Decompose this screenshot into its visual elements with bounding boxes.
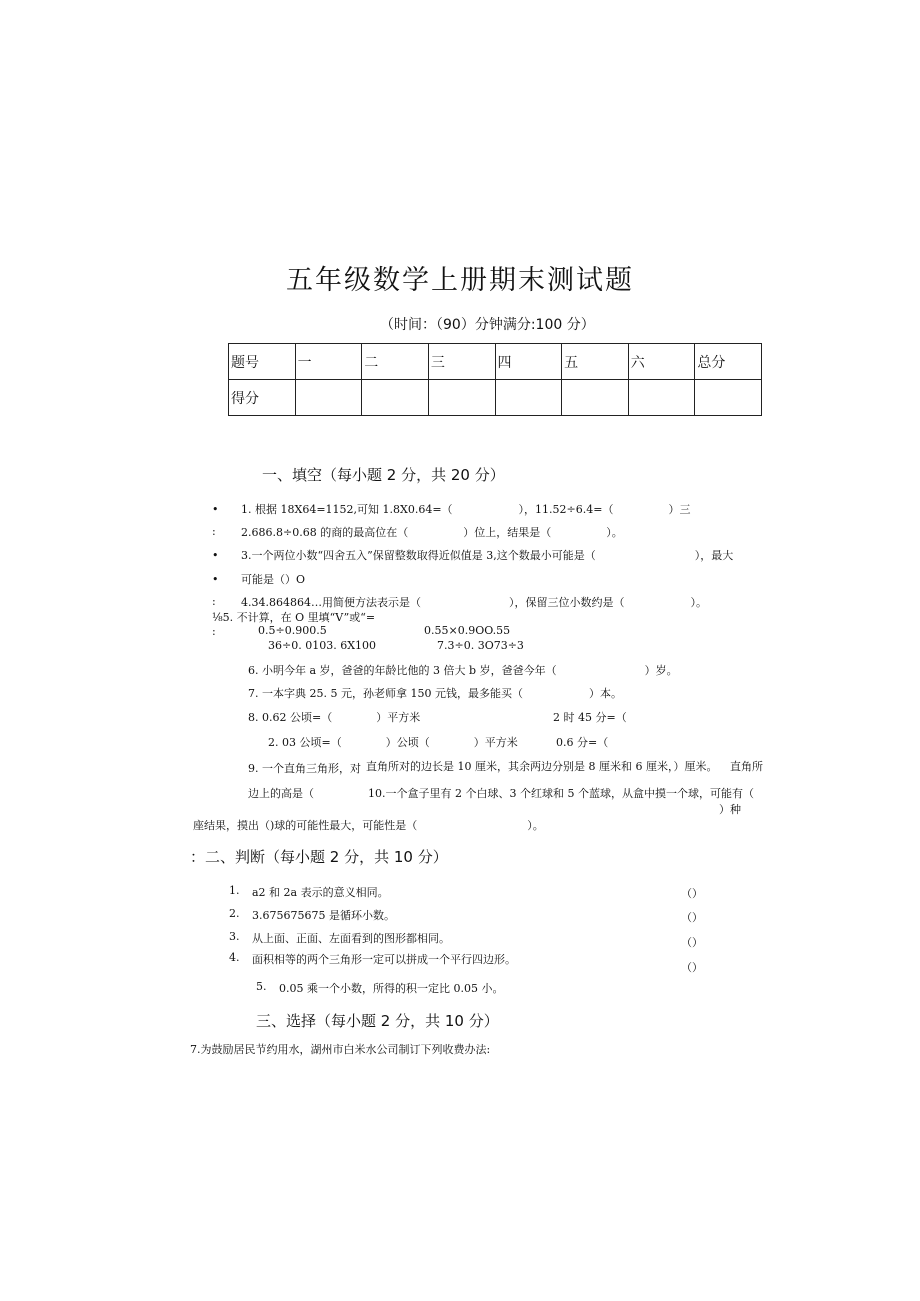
- score-table-header-row: [229, 344, 762, 380]
- row-label: 得分: [229, 380, 296, 416]
- score-table-score-row: [229, 380, 762, 416]
- judge-item-number: 4.: [229, 951, 240, 964]
- question-1: 1. 根据 18X64=1152,可知 1.8X0.64=（ ），11.52÷6.4=（ ）三: [241, 503, 691, 516]
- score-cell: [428, 380, 495, 416]
- score-cell: [295, 380, 362, 416]
- exam-subtitle: （时间：（90）分钟满分:100 分）: [380, 317, 595, 333]
- judge-item-text: 面积相等的两个三角形一定可以拼成一个平行四边形。: [252, 953, 516, 966]
- score-cell: [695, 380, 762, 416]
- judge-item-text: 0.05 乘一个小数，所得的积一定比 0.05 小。: [279, 982, 504, 995]
- header-cell: 总分: [695, 344, 762, 380]
- question-9-part-3: 直角所: [730, 760, 763, 773]
- margin-bullet: •: [212, 549, 219, 562]
- question-9-part-2: 直角所对的边长是 10 厘米，其余两边分别是 8 厘米和 6 厘米，）厘米。: [366, 760, 718, 773]
- score-table: [228, 343, 762, 416]
- question-10-line-3: 座结果，摸出（)球的可能性最大，可能性是（ ）。: [193, 819, 544, 832]
- header-cell: 三: [428, 344, 495, 380]
- header-cell: 六: [628, 344, 695, 380]
- judge-item-number: 2.: [229, 907, 240, 920]
- question-7: 7. 一本字典 25. 5 元，孙老师拿 150 元钱，最多能买（ ）本。: [248, 687, 622, 700]
- answer-bracket: （）: [681, 961, 703, 974]
- question-5-compare-3: 36÷0. 0103. 6X100: [268, 639, 377, 652]
- judge-item-number: 5.: [256, 980, 267, 993]
- header-cell: 题号: [229, 344, 296, 380]
- question-9-part-1: 9. 一个直角三角形，对: [248, 762, 361, 775]
- question-8-part-4: 0.6 分=（: [556, 736, 609, 749]
- margin-bullet: •: [212, 503, 219, 516]
- question-5-compare-1: 0.5÷0.900.5: [258, 624, 327, 637]
- question-10-line-2: ）种: [719, 803, 741, 816]
- question-4: 4.34.864864…用简便方法表示是（ ），保留三位小数约是（ ）。: [241, 596, 707, 609]
- page-title: 五年级数学上册期末测试题: [286, 265, 634, 296]
- question-8-part-1: 8. 0.62 公顷=（ ）平方米: [248, 711, 421, 724]
- question-3-line-1: 3.一个两位小数“四舍五入”保留整数取得近似值是 3,这个数最小可能是（ ），最大: [241, 549, 734, 562]
- margin-colon: :: [212, 625, 216, 638]
- score-cell: [495, 380, 562, 416]
- question-8-part-3: 2. 03 公顷=（ ）公顷（ ）平方米: [268, 736, 518, 749]
- answer-bracket: （）: [681, 887, 703, 900]
- section-1-heading: 一、填空（每小题 2 分，共 20 分）: [262, 466, 505, 484]
- judge-item-text: 3.675675675 是循环小数。: [252, 909, 395, 922]
- judge-item-text: a2 和 2a 表示的意义相同。: [252, 886, 389, 899]
- margin-bullet: •: [212, 573, 219, 586]
- question-8-part-2: 2 时 45 分=（: [553, 711, 627, 724]
- margin-colon: :: [212, 525, 216, 538]
- judge-item-number: 1.: [229, 884, 240, 897]
- header-cell: 一: [295, 344, 362, 380]
- header-cell: 五: [562, 344, 629, 380]
- header-cell: 四: [495, 344, 562, 380]
- answer-bracket: （）: [681, 911, 703, 924]
- judge-item-text: 从上面、正面、左面看到的图形都相同。: [252, 932, 450, 945]
- question-6: 6. 小明今年 a 岁，爸爸的年龄比他的 3 倍大 b 岁，爸爸今年（ ）岁。: [248, 664, 678, 677]
- question-9-part-4: 边上的高是（: [248, 787, 314, 800]
- question-5-compare-2: 0.55×0.9OO.55: [424, 624, 511, 637]
- section-2-heading: ：二、判断（每小题 2 分，共 10 分）: [190, 848, 448, 866]
- question-5: ⅛5. 不计算，在 O 里填“V”或“=: [212, 611, 376, 624]
- section-3-heading: 三、选择（每小题 2 分，共 10 分）: [256, 1012, 499, 1030]
- margin-colon: :: [212, 595, 216, 608]
- question-10-line-1: 10.一个盒子里有 2 个白球、3 个红球和 5 个蓝球，从盒中摸一个球，可能有（: [368, 787, 754, 800]
- question-5-compare-4: 7.3÷0. 3O73÷3: [437, 639, 524, 652]
- choice-question-7: 7.为鼓励居民节约用水，湖州市白米水公司制订下列收费办法:: [190, 1043, 491, 1056]
- score-cell: [362, 380, 429, 416]
- score-cell: [628, 380, 695, 416]
- question-3-line-2: 可能是（）O: [241, 573, 306, 586]
- answer-bracket: （）: [681, 936, 703, 949]
- question-2: 2.686.8÷0.68 的商的最高位在（ ）位上，结果是（ ）。: [241, 526, 623, 539]
- score-cell: [562, 380, 629, 416]
- header-cell: 二: [362, 344, 429, 380]
- judge-item-number: 3.: [229, 930, 240, 943]
